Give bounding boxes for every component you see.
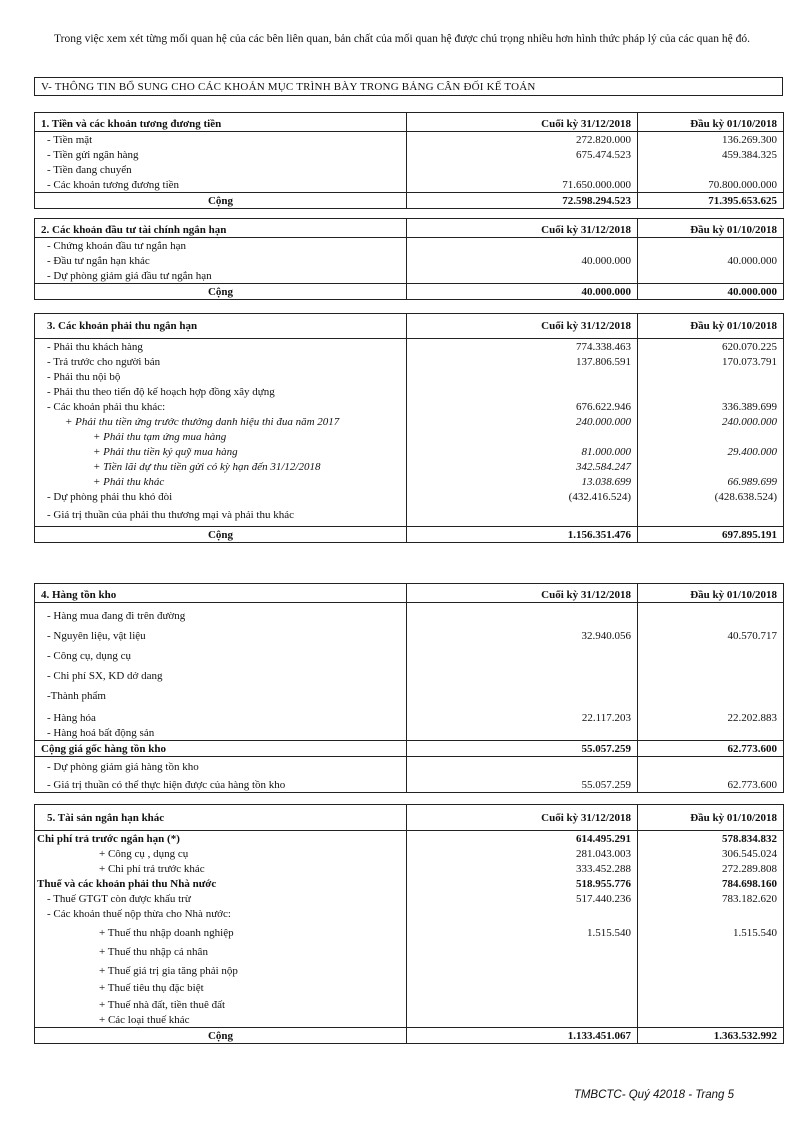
total-label: Cộng giá gốc hàng tồn kho [35, 740, 407, 756]
total-begin: 697.895.191 [638, 526, 784, 542]
table-row [35, 429, 784, 444]
row-label: - Tiền gửi ngân hàng [35, 147, 407, 162]
row-begin [638, 238, 784, 254]
row-label: + Thuế giá trị gia tăng phải nộp [35, 959, 407, 978]
row-begin: 783.182.620 [638, 891, 784, 906]
row-begin: 62.773.600 [638, 774, 784, 792]
row-end [407, 756, 638, 774]
table-row [35, 876, 784, 891]
total-begin: 40.000.000 [638, 284, 784, 300]
row-begin: 272.289.808 [638, 861, 784, 876]
col-end-header: Cuối kỳ 31/12/2018 [407, 219, 638, 238]
row-begin: 66.989.699 [638, 474, 784, 489]
row-end [407, 504, 638, 526]
row-end [407, 978, 638, 995]
row-begin: 70.800.000.000 [638, 177, 784, 193]
row-end [407, 1012, 638, 1028]
total-label: Cộng [35, 284, 407, 300]
table-row [35, 504, 784, 526]
row-end: 81.000.000 [407, 444, 638, 459]
row-end: 240.000.000 [407, 414, 638, 429]
table-header [35, 584, 784, 603]
table-row [35, 623, 784, 643]
table-row [35, 369, 784, 384]
total-end: 72.598.294.523 [407, 193, 638, 209]
row-end [407, 663, 638, 683]
row-end: 272.820.000 [407, 132, 638, 148]
total-begin: 71.395.653.625 [638, 193, 784, 209]
row-end [407, 995, 638, 1012]
cash-table [34, 112, 784, 209]
row-begin: 336.389.699 [638, 399, 784, 414]
row-begin [638, 504, 784, 526]
table-header [35, 219, 784, 238]
table-row [35, 603, 784, 623]
total-row [35, 526, 784, 542]
row-end: 614.495.291 [407, 831, 638, 847]
row-begin: (428.638.524) [638, 489, 784, 504]
col-end-header: Cuối kỳ 31/12/2018 [407, 113, 638, 132]
row-end [407, 162, 638, 177]
row-end: 22.117.203 [407, 703, 638, 725]
total-label: Cộng [35, 526, 407, 542]
row-label: - Công cụ, dụng cụ [35, 643, 407, 663]
table-row [35, 831, 784, 847]
row-label: - Đầu tư ngắn hạn khác [35, 253, 407, 268]
total-end: 1.156.351.476 [407, 526, 638, 542]
table-row [35, 268, 784, 284]
table-header [35, 805, 784, 831]
row-label: - Các khoản thuế nộp thừa cho Nhà nước: [35, 906, 407, 921]
receivables-table [34, 313, 784, 543]
inventory-table [34, 583, 784, 793]
table-title: 2. Các khoản đầu tư tài chính ngắn hạn [35, 219, 407, 238]
row-label: - Trả trước cho người bán [35, 354, 407, 369]
row-end: 1.515.540 [407, 921, 638, 940]
table-row [35, 399, 784, 414]
total-label: Cộng [35, 1028, 407, 1044]
row-end [407, 268, 638, 284]
row-begin [638, 268, 784, 284]
table-row [35, 774, 784, 792]
table-row [35, 959, 784, 978]
col-begin-header: Đầu kỳ 01/10/2018 [638, 314, 784, 339]
col-end-header: Cuối kỳ 31/12/2018 [407, 584, 638, 603]
row-begin [638, 940, 784, 959]
row-end: 137.806.591 [407, 354, 638, 369]
table-row [35, 444, 784, 459]
col-begin-header: Đầu kỳ 01/10/2018 [638, 805, 784, 831]
row-label: + Phải thu tiền ký quỹ mua hàng [35, 444, 407, 459]
row-begin: 306.545.024 [638, 846, 784, 861]
row-label: + Thuế tiêu thụ đặc biệt [35, 978, 407, 995]
table-title: 5. Tài sản ngắn hạn khác [35, 805, 407, 831]
row-begin [638, 384, 784, 399]
row-label: + Tiền lãi dự thu tiền gửi có kỳ hạn đến 31/12/2018 [35, 459, 407, 474]
col-begin-header: Đầu kỳ 01/10/2018 [638, 219, 784, 238]
table-row [35, 162, 784, 177]
table-row [35, 339, 784, 355]
row-end: 55.057.259 [407, 774, 638, 792]
total-row [35, 193, 784, 209]
row-end [407, 906, 638, 921]
row-label: - Dự phòng giảm giá hàng tồn kho [35, 756, 407, 774]
row-label: + Phải thu khác [35, 474, 407, 489]
row-label: - Phải thu theo tiến độ kế hoạch hợp đồng xây dựng [35, 384, 407, 399]
section-title: V- THÔNG TIN BỔ SUNG CHO CÁC KHOẢN MỤC TRÌNH BÀY TRONG BẢNG CÂN ĐỐI KẾ TOÁN [34, 77, 783, 96]
table-header [35, 113, 784, 132]
row-label: + Thuế thu nhập doanh nghiệp [35, 921, 407, 940]
row-end [407, 369, 638, 384]
row-end: 518.955.776 [407, 876, 638, 891]
table-row [35, 846, 784, 861]
row-label: - Tiền đang chuyển [35, 162, 407, 177]
col-end-header: Cuối kỳ 31/12/2018 [407, 314, 638, 339]
row-end [407, 725, 638, 741]
row-label: - Hàng mua đang đi trên đường [35, 603, 407, 623]
row-end: 333.452.288 [407, 861, 638, 876]
row-label: - Hàng hóa [35, 703, 407, 725]
total-label: Cộng [35, 193, 407, 209]
table-row [35, 253, 784, 268]
table-row [35, 177, 784, 193]
table-row [35, 725, 784, 741]
col-begin-header: Đầu kỳ 01/10/2018 [638, 113, 784, 132]
table-row [35, 921, 784, 940]
row-begin [638, 725, 784, 741]
row-begin [638, 162, 784, 177]
table-row [35, 354, 784, 369]
row-label: - Nguyên liệu, vật liệu [35, 623, 407, 643]
table-row [35, 906, 784, 921]
table-row [35, 683, 784, 703]
row-label: Thuế và các khoản phải thu Nhà nước [35, 876, 407, 891]
short-term-investments-table [34, 218, 784, 300]
row-begin: 240.000.000 [638, 414, 784, 429]
row-end: 517.440.236 [407, 891, 638, 906]
row-label: + Thuế nhà đất, tiền thuê đất [35, 995, 407, 1012]
row-begin: 578.834.832 [638, 831, 784, 847]
row-label: + Chi phí trả trước khác [35, 861, 407, 876]
row-label: - Hàng hoá bất động sản [35, 725, 407, 741]
table-row [35, 995, 784, 1012]
row-label: + Thuế thu nhập cá nhân [35, 940, 407, 959]
table-row [35, 384, 784, 399]
row-begin [638, 369, 784, 384]
table-row [35, 459, 784, 474]
row-end: (432.416.524) [407, 489, 638, 504]
row-end: 32.940.056 [407, 623, 638, 643]
row-end: 13.038.699 [407, 474, 638, 489]
row-end [407, 940, 638, 959]
table-header [35, 314, 784, 339]
row-begin: 620.070.225 [638, 339, 784, 355]
table-title: 4. Hàng tồn kho [35, 584, 407, 603]
total-end: 40.000.000 [407, 284, 638, 300]
table-title: 3. Các khoản phải thu ngắn hạn [35, 314, 407, 339]
cost-total-row [35, 740, 784, 756]
row-label: - Các khoản tương đương tiền [35, 177, 407, 193]
col-begin-header: Đầu kỳ 01/10/2018 [638, 584, 784, 603]
row-end [407, 683, 638, 703]
row-end [407, 384, 638, 399]
table-row [35, 891, 784, 906]
table-row [35, 663, 784, 683]
row-begin: 459.384.325 [638, 147, 784, 162]
table-row [35, 238, 784, 254]
row-begin: 1.515.540 [638, 921, 784, 940]
row-label: - Tiền mặt [35, 132, 407, 148]
row-begin [638, 683, 784, 703]
row-begin: 170.073.791 [638, 354, 784, 369]
row-begin: 40.570.717 [638, 623, 784, 643]
table-row [35, 132, 784, 148]
row-begin: 136.269.300 [638, 132, 784, 148]
table-row [35, 474, 784, 489]
total-row [35, 1028, 784, 1044]
row-end: 675.474.523 [407, 147, 638, 162]
row-end [407, 238, 638, 254]
page-footer: TMBCTC- Quý 42018 - Trang 5 [573, 1089, 734, 1101]
row-label: - Phải thu khách hàng [35, 339, 407, 355]
row-end [407, 959, 638, 978]
row-label: + Phải thu tiền ứng trước thưởng danh hiệu thi đua năm 2017 [35, 414, 407, 429]
row-begin [638, 663, 784, 683]
row-label: -Thành phẩm [35, 683, 407, 703]
row-end: 40.000.000 [407, 253, 638, 268]
row-label: - Giá trị thuần có thể thực hiện được của hàng tồn kho [35, 774, 407, 792]
row-label: - Thuế GTGT còn được khấu trừ [35, 891, 407, 906]
table-title: 1. Tiền và các khoản tương đương tiền [35, 113, 407, 132]
total-begin: 62.773.600 [638, 740, 784, 756]
row-begin [638, 978, 784, 995]
row-begin [638, 959, 784, 978]
row-label: - Dự phòng phải thu khó đòi [35, 489, 407, 504]
row-begin [638, 1012, 784, 1028]
table-row [35, 643, 784, 663]
table-row [35, 489, 784, 504]
row-begin [638, 756, 784, 774]
row-end: 342.584.247 [407, 459, 638, 474]
table-row [35, 978, 784, 995]
row-begin: 29.400.000 [638, 444, 784, 459]
table-row [35, 756, 784, 774]
row-label: - Các khoản phải thu khác: [35, 399, 407, 414]
total-begin: 1.363.532.992 [638, 1028, 784, 1044]
row-end [407, 643, 638, 663]
col-end-header: Cuối kỳ 31/12/2018 [407, 805, 638, 831]
row-label: Chi phí trả trước ngắn hạn (*) [35, 831, 407, 847]
row-begin [638, 643, 784, 663]
row-end: 71.650.000.000 [407, 177, 638, 193]
row-label: - Dự phòng giảm giá đầu tư ngắn hạn [35, 268, 407, 284]
row-end: 774.338.463 [407, 339, 638, 355]
table-row [35, 414, 784, 429]
row-label: - Phải thu nội bộ [35, 369, 407, 384]
row-label: - Chứng khoán đầu tư ngắn hạn [35, 238, 407, 254]
table-row [35, 703, 784, 725]
row-label: - Giá trị thuần của phải thu thương mại và phải thu khác [35, 504, 407, 526]
total-row [35, 284, 784, 300]
row-begin [638, 906, 784, 921]
row-label: + Phải thu tạm ứng mua hàng [35, 429, 407, 444]
total-end: 55.057.259 [407, 740, 638, 756]
row-begin: 22.202.883 [638, 703, 784, 725]
row-begin: 40.000.000 [638, 253, 784, 268]
table-row [35, 147, 784, 162]
table-row [35, 861, 784, 876]
table-row [35, 940, 784, 959]
row-end: 281.043.003 [407, 846, 638, 861]
total-end: 1.133.451.067 [407, 1028, 638, 1044]
table-row [35, 1012, 784, 1028]
row-begin [638, 429, 784, 444]
row-begin [638, 459, 784, 474]
row-label: - Chi phí SX, KD dở dang [35, 663, 407, 683]
row-begin [638, 603, 784, 623]
row-begin: 784.698.160 [638, 876, 784, 891]
row-label: + Các loại thuế khác [35, 1012, 407, 1028]
intro-paragraph: Trong việc xem xét từng mối quan hệ của các bên liên quan, bản chất của mối quan hệ được chú trọng nhiều hơn hình thức pháp lý của các quan hệ đó. [54, 33, 750, 45]
row-begin [638, 995, 784, 1012]
row-end [407, 429, 638, 444]
other-current-assets-table [34, 804, 784, 1044]
row-end [407, 603, 638, 623]
row-label: + Công cụ , dụng cụ [35, 846, 407, 861]
row-end: 676.622.946 [407, 399, 638, 414]
